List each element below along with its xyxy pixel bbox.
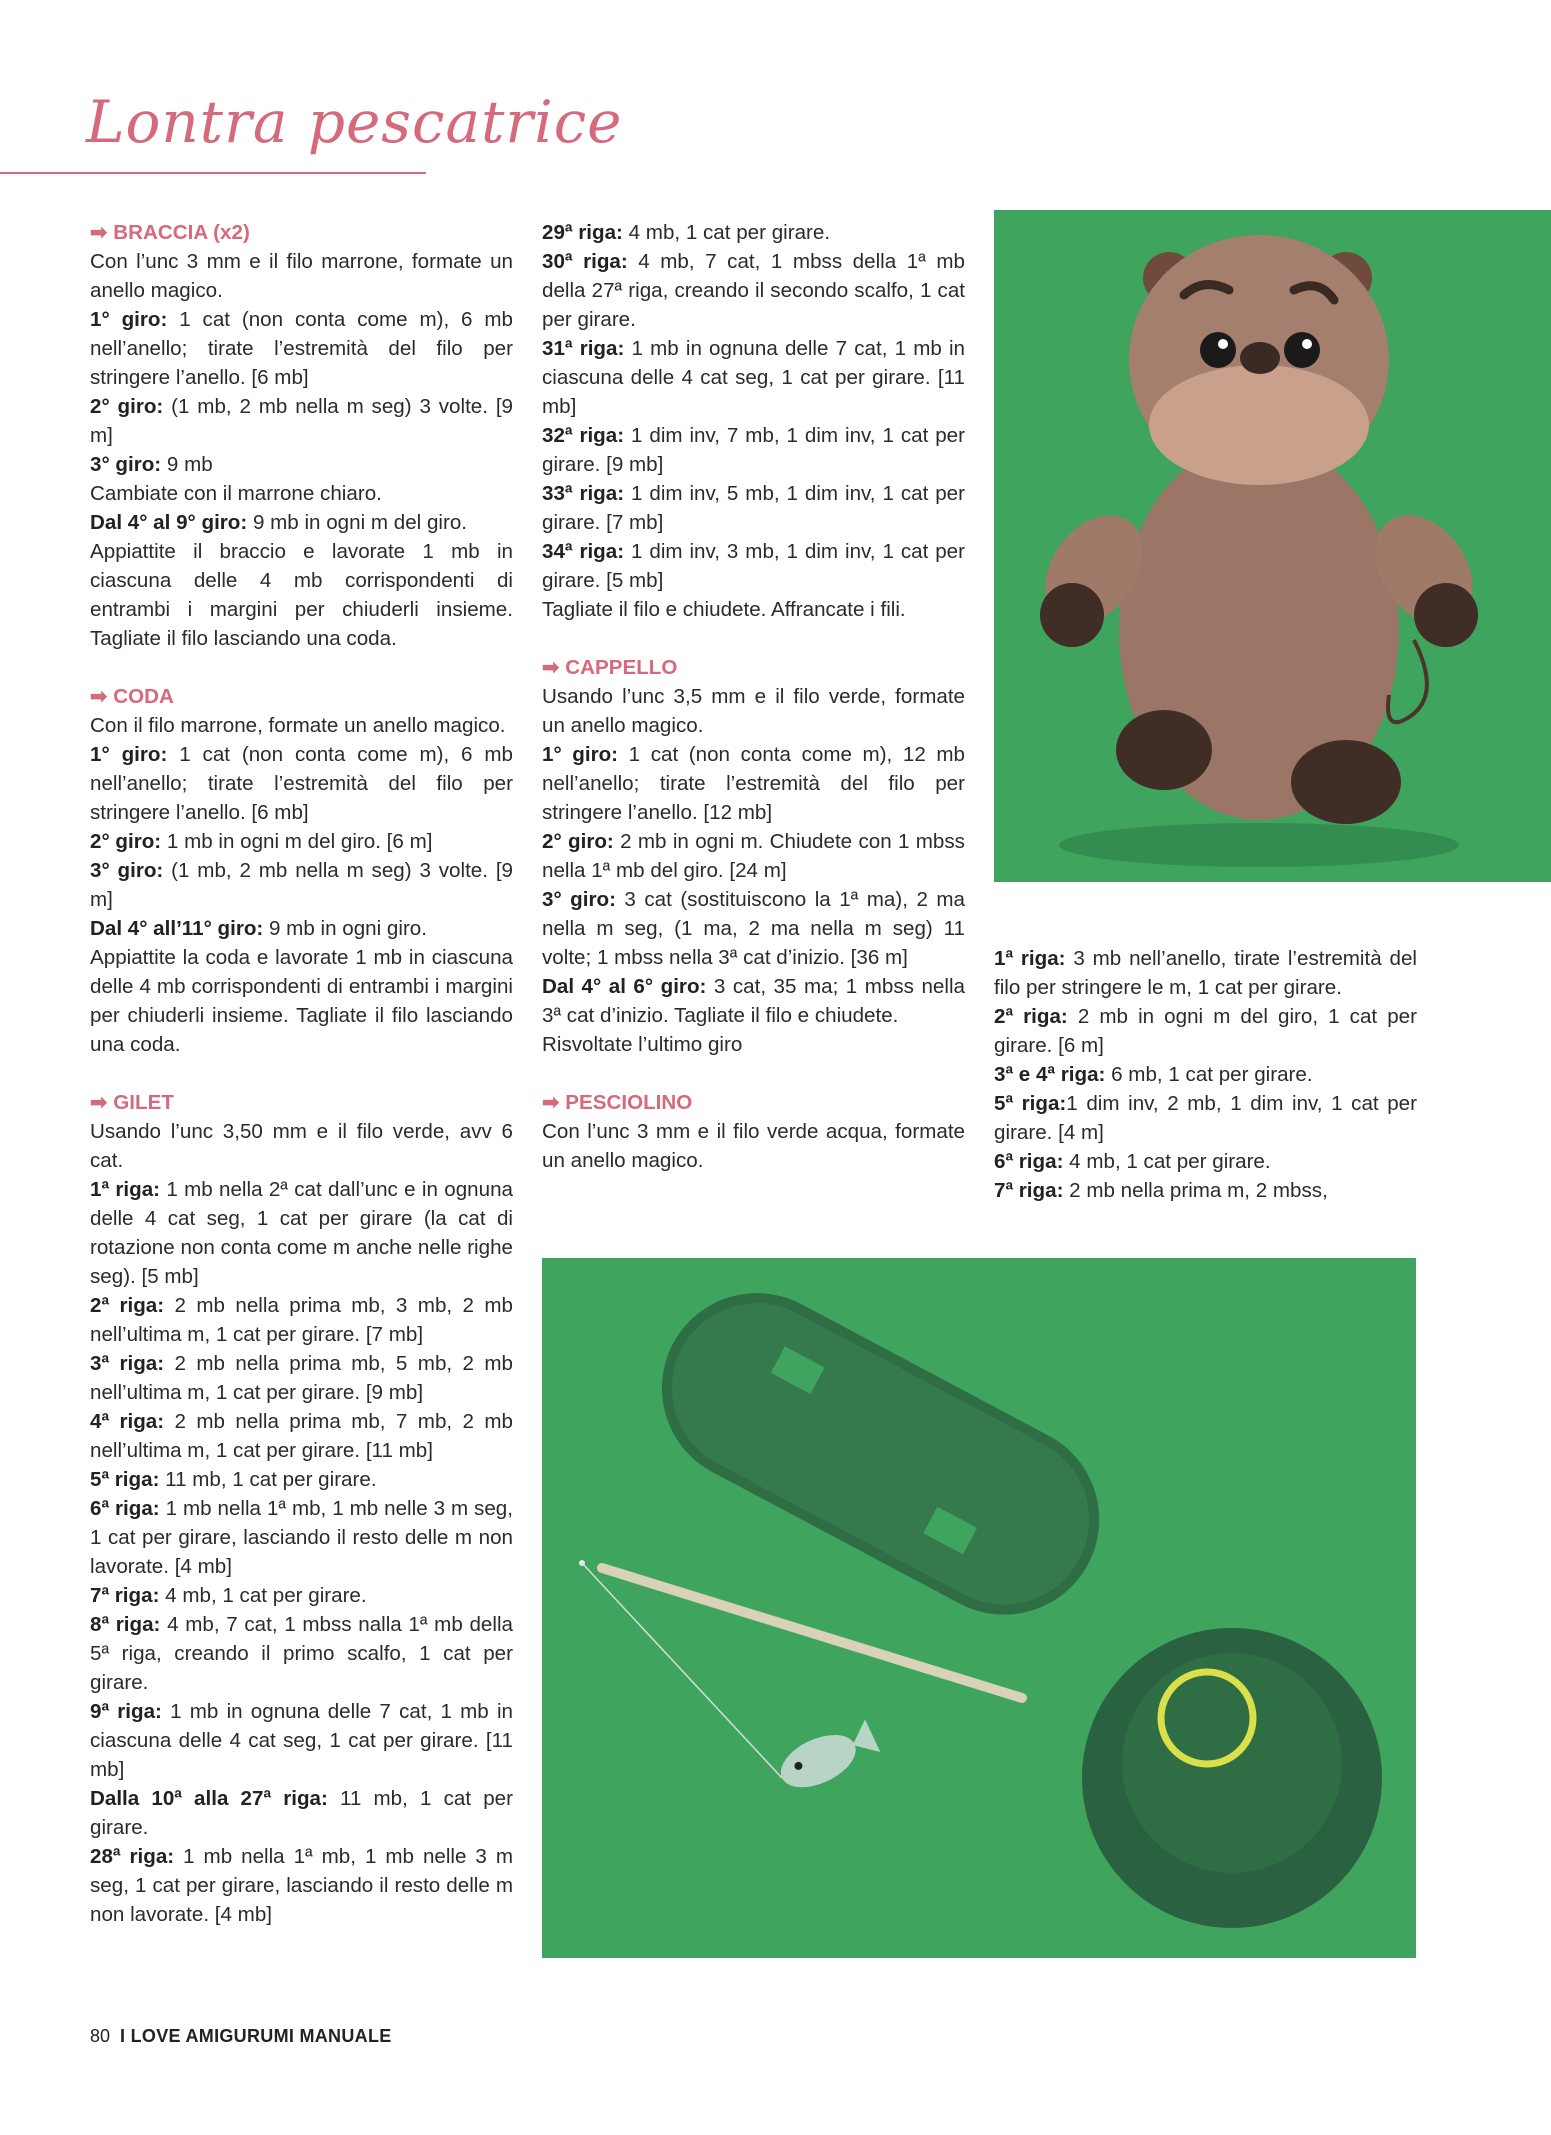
row-text: 1 dim inv, 7 mb, 1 dim inv, 1 cat per girare. [9 mb] (542, 424, 965, 476)
otter-photo (994, 210, 1551, 882)
row-label: 2ª riga: (994, 1005, 1068, 1028)
instruction-row (90, 1494, 513, 1581)
row-text: 1 mb in ognuna delle 7 cat, 1 mb in ciascuna delle 4 cat seg, 1 cat per girare. [11 mb] (542, 337, 965, 418)
row-label: 1° giro: (90, 308, 168, 331)
instruction-text: Risvoltate l’ultimo giro (542, 1033, 743, 1056)
row-label: 9ª riga: (90, 1700, 162, 1723)
row-label: 3ª e 4ª riga: (994, 1063, 1106, 1086)
instruction-row (994, 1002, 1417, 1060)
row-text: 11 mb, 1 cat per girare. (90, 1787, 513, 1839)
instruction-row (90, 1407, 513, 1465)
section-title: CODA (113, 685, 174, 708)
publication-name: I LOVE AMIGURUMI MANUALE (120, 2026, 392, 2046)
row-text: 4 mb, 1 cat per girare. (1063, 1150, 1271, 1173)
row-text: 2 mb in ogni m. Chiudete con 1 mbss nella 1ª mb del giro. [24 m] (542, 830, 965, 882)
row-label: 2ª riga: (90, 1294, 165, 1317)
row-text: 3 cat (sostituiscono la 1ª ma), 2 ma nella m seg, (1 ma, 2 ma nella m seg) 11 volte; 1 mbss nella 3ª cat d’inizio. [36 m] (542, 888, 965, 969)
row-label: 3° giro: (542, 888, 616, 911)
row-label: 7ª riga: (994, 1179, 1064, 1202)
arrow-icon: ➡ (542, 1091, 560, 1114)
instruction-text: Usando l’unc 3,5 mm e il filo verde, formate un anello magico. (542, 685, 965, 737)
row-label: 5ª riga: (994, 1092, 1067, 1115)
arrow-icon: ➡ (90, 685, 108, 708)
row-label: 3° giro: (90, 453, 162, 476)
instruction-row (90, 740, 513, 827)
instruction-text: Con l’unc 3 mm e il filo marrone, formate un anello magico. (90, 250, 513, 302)
arrow-icon: ➡ (90, 221, 108, 244)
row-text: 9 mb (161, 453, 213, 476)
row-label: 32ª riga: (542, 424, 625, 447)
row-text: 3 cat, 35 ma; 1 mbss nella 3ª cat d’inizio. Tagliate il filo e chiudete. (542, 975, 965, 1027)
row-text: 1 mb nella 1ª mb, 1 mb nelle 3 m seg, 1 cat per girare, lasciando il resto delle m non lavorate. [4 mb] (90, 1497, 513, 1578)
instruction-text: Con l’unc 3 mm e il filo verde acqua, formate un anello magico. (542, 1120, 965, 1172)
accessories-photo (542, 1258, 1416, 1958)
row-text: 2 mb nella prima mb, 5 mb, 2 mb nell’ultima m, 1 cat per girare. [9 mb] (90, 1352, 513, 1404)
instruction-text: Cambiate con il marrone chiaro. (90, 482, 382, 505)
instruction-row (994, 944, 1417, 1002)
row-text: 1 dim inv, 5 mb, 1 dim inv, 1 cat per girare. [7 mb] (542, 482, 965, 534)
instruction-row (90, 1465, 513, 1494)
instruction-text: Usando l’unc 3,50 mm e il filo verde, avv 6 cat. (90, 1120, 513, 1172)
column-2 (542, 218, 965, 1175)
row-text: 1 mb in ogni m del giro. [6 m] (161, 830, 433, 853)
instruction-row (542, 827, 965, 885)
row-text: 4 mb, 1 cat per girare. (159, 1584, 367, 1607)
row-label: 2° giro: (542, 830, 614, 853)
row-text: (1 mb, 2 mb nella m seg) 3 volte. [9 m] (90, 395, 513, 447)
instruction-text: Tagliate il filo e chiudete. Affrancate i fili. (542, 598, 906, 621)
row-label: 1ª riga: (90, 1178, 161, 1201)
instruction-row (90, 1581, 513, 1610)
row-text: 1 mb in ognuna delle 7 cat, 1 mb in ciascuna delle 4 cat seg, 1 cat per girare. [11 mb] (90, 1700, 513, 1781)
row-text: 1 cat (non conta come m), 6 mb nell’anello; tirate l’estremità del filo per stringere l’anello. [6 mb] (90, 743, 513, 824)
instruction-row (542, 972, 965, 1030)
row-label: Dal 4° all’11° giro: (90, 917, 264, 940)
section-heading (90, 218, 513, 247)
section-title: GILET (113, 1091, 174, 1114)
row-label: 6ª riga: (994, 1150, 1064, 1173)
section-title: BRACCIA (x2) (113, 221, 250, 244)
page-title: Lontra pescatrice (86, 88, 623, 156)
row-text: 3 mb nell’anello, tirate l’estremità del filo per stringere le m, 1 cat per girare. (994, 947, 1417, 999)
row-text: 1 mb nella 2ª cat dall’unc e in ognuna delle 4 cat seg, 1 cat per girare (la cat di rotazione non conta come m anche nelle righe seg). [5 mb] (90, 1178, 513, 1288)
instruction-row (90, 450, 513, 479)
row-label: 2° giro: (90, 395, 164, 418)
page-footer (90, 2026, 392, 2047)
title-underline (0, 172, 426, 174)
row-label: Dal 4° al 9° giro: (90, 511, 248, 534)
page-number: 80 (90, 2026, 111, 2046)
row-label: 8ª riga: (90, 1613, 161, 1636)
instruction-row (994, 1147, 1417, 1176)
row-text: 9 mb in ogni giro. (263, 917, 427, 940)
arrow-icon: ➡ (90, 1091, 108, 1114)
instruction-row (90, 392, 513, 450)
row-label: 1ª riga: (994, 947, 1066, 970)
instruction-row (90, 1349, 513, 1407)
row-text: 4 mb, 7 cat, 1 mbss nalla 1ª mb della 5ª riga, creando il primo scalfo, 1 cat per girare. (90, 1613, 513, 1694)
instruction-text: Con il filo marrone, formate un anello magico. (90, 714, 506, 737)
instruction-row (542, 421, 965, 479)
row-text: 11 mb, 1 cat per girare. (159, 1468, 377, 1491)
instruction-row (90, 1291, 513, 1349)
section-heading (542, 1088, 965, 1117)
instruction-text: Appiattite il braccio e lavorate 1 mb in ciascuna delle 4 mb corrispondenti di entrambi i margini per chiuderli insieme. Tagliate il filo lasciando una coda. (90, 540, 513, 650)
instruction-row (90, 1175, 513, 1291)
instruction-row (90, 827, 513, 856)
row-label: 3ª riga: (90, 1352, 165, 1375)
instruction-row (542, 537, 965, 595)
row-label: Dal 4° al 6° giro: (542, 975, 707, 998)
instruction-row (994, 1060, 1417, 1089)
instruction-row (90, 1610, 513, 1697)
instruction-row (994, 1176, 1417, 1205)
row-text: 1 cat (non conta come m), 6 mb nell’anello; tirate l’estremità del filo per stringere l’anello. [6 mb] (90, 308, 513, 389)
row-text: 2 mb in ogni m del giro, 1 cat per girare. [6 m] (994, 1005, 1417, 1057)
row-label: 31ª riga: (542, 337, 625, 360)
row-text: 2 mb nella prima m, 2 mbss, (1063, 1179, 1328, 1202)
instruction-row (90, 1784, 513, 1842)
row-label: 4ª riga: (90, 1410, 165, 1433)
instruction-row (994, 1089, 1417, 1147)
instruction-row (90, 305, 513, 392)
row-text: 1 mb nella 1ª mb, 1 mb nelle 3 m seg, 1 cat per girare, lasciando il resto delle m non lavorate. [4 mb] (90, 1845, 513, 1926)
row-text: 2 mb nella prima mb, 7 mb, 2 mb nell’ultima m, 1 cat per girare. [11 mb] (90, 1410, 513, 1462)
row-label: 7ª riga: (90, 1584, 160, 1607)
row-text: (1 mb, 2 mb nella m seg) 3 volte. [9 m] (90, 859, 513, 911)
row-text: 1 cat (non conta come m), 12 mb nell’anello; tirate l’estremità del filo per stringere l’anello. [12 mb] (542, 743, 965, 824)
row-label: 1° giro: (90, 743, 168, 766)
row-text: 2 mb nella prima mb, 3 mb, 2 mb nell’ultima m, 1 cat per girare. [7 mb] (90, 1294, 513, 1346)
row-label: 5ª riga: (90, 1468, 160, 1491)
column-3 (994, 944, 1417, 1205)
column-1 (90, 218, 513, 1929)
row-label: 3° giro: (90, 859, 164, 882)
instruction-text: Appiattite la coda e lavorate 1 mb in ciascuna delle 4 mb corrispondenti di entrambi i margini per chiuderli insieme. Tagliate il filo lasciando una coda. (90, 946, 513, 1056)
instruction-row (542, 740, 965, 827)
instruction-row (542, 247, 965, 334)
section-heading (542, 653, 965, 682)
row-label: 30ª riga: (542, 250, 628, 273)
row-label: 33ª riga: (542, 482, 625, 505)
row-label: Dalla 10ª alla 27ª riga: (90, 1787, 328, 1810)
row-label: 34ª riga: (542, 540, 625, 563)
row-text: 9 mb in ogni m del giro. (247, 511, 468, 534)
row-text: 4 mb, 1 cat per girare. (622, 221, 831, 244)
section-title: PESCIOLINO (565, 1091, 693, 1114)
row-label: 6ª riga: (90, 1497, 160, 1520)
section-title: CAPPELLO (565, 656, 678, 679)
row-text: 6 mb, 1 cat per girare. (1105, 1063, 1313, 1086)
arrow-icon: ➡ (542, 656, 560, 679)
instruction-row (90, 914, 513, 943)
section-heading (90, 682, 513, 711)
row-text: 1 dim inv, 3 mb, 1 dim inv, 1 cat per girare. [5 mb] (542, 540, 965, 592)
row-text: 4 mb, 7 cat, 1 mbss della 1ª mb della 27ª riga, creando il secondo scalfo, 1 cat per girare. (542, 250, 965, 331)
instruction-row (90, 1842, 513, 1929)
row-label: 28ª riga: (90, 1845, 175, 1868)
section-heading (90, 1088, 513, 1117)
instruction-row (542, 885, 965, 972)
instruction-row (90, 856, 513, 914)
instruction-row (542, 334, 965, 421)
row-label: 29ª riga: (542, 221, 623, 244)
instruction-row (542, 479, 965, 537)
row-text: 1 dim inv, 2 mb, 1 dim inv, 1 cat per girare. [4 m] (994, 1092, 1417, 1144)
instruction-row (90, 508, 513, 537)
instruction-row (542, 218, 965, 247)
row-label: 1° giro: (542, 743, 619, 766)
row-label: 2° giro: (90, 830, 162, 853)
instruction-row (90, 1697, 513, 1784)
